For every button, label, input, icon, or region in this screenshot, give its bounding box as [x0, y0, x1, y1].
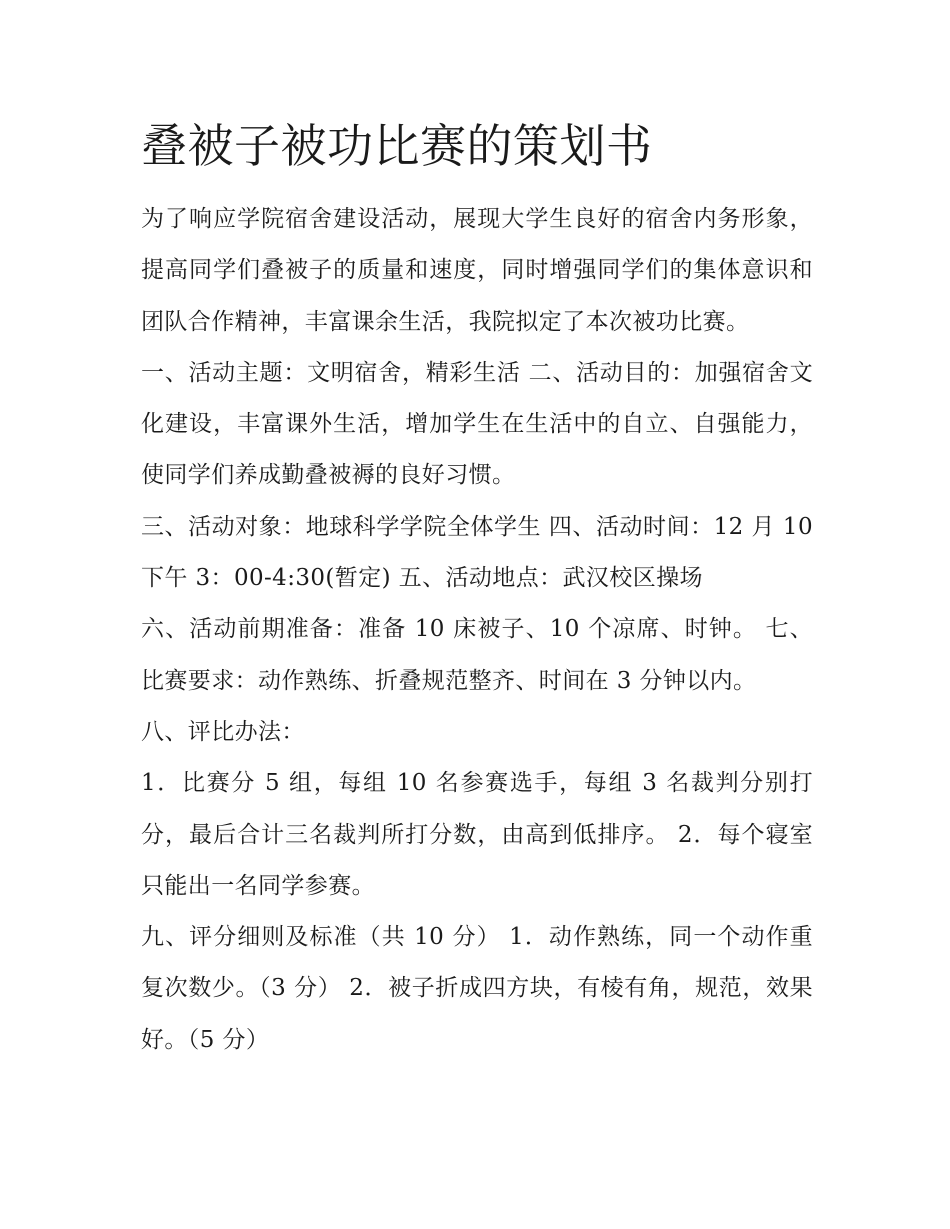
section-theme-purpose: 一、活动主题：文明宿舍，精彩生活 二、活动目的：加强宿舍文化建设，丰富课外生活，增加学生在生活中的自立、自强能力，使同学们养成勤叠被褥的良好习惯。 [141, 359, 813, 489]
document-title: 叠被子被功比赛的策划书 [141, 119, 653, 173]
section-preparation-requirements: 六、活动前期准备：准备 10 床被子、10 个凉席、时钟。 七、比赛要求：动作熟练、折叠规范整齐、时间在 3 分钟以内。 [141, 616, 813, 694]
intro-paragraph: 为了响应学院宿舍建设活动，展现大学生良好的宿舍内务形象，提高同学们叠被子的质量和速度，同时增强同学们的集体意识和团队合作精神，丰富课余生活，我院拟定了本次被功比赛。 [141, 206, 813, 335]
section-target-time-place: 三、活动对象：地球科学学院全体学生 四、活动时间：12 月 10 下午 3：00-4:30(暂定) 五、活动地点：武汉校区操场 [141, 513, 813, 592]
section-evaluation-rules: 1．比赛分 5 组，每组 10 名参赛选手，每组 3 名裁判分别打分，最后合计三名裁判所打分数，由高到低排序。 2．每个寝室只能出一名同学参赛。 [141, 770, 813, 899]
section-scoring-criteria: 九、评分细则及标准（共 10 分） 1．动作熟练，同一个动作重复次数少。（3 分） 2．被子折成四方块，有棱有角，规范，效果好。（5 分） [141, 924, 813, 1053]
document-page [141, 110, 813, 1066]
section-evaluation-heading: 八、评比办法： [141, 718, 305, 745]
